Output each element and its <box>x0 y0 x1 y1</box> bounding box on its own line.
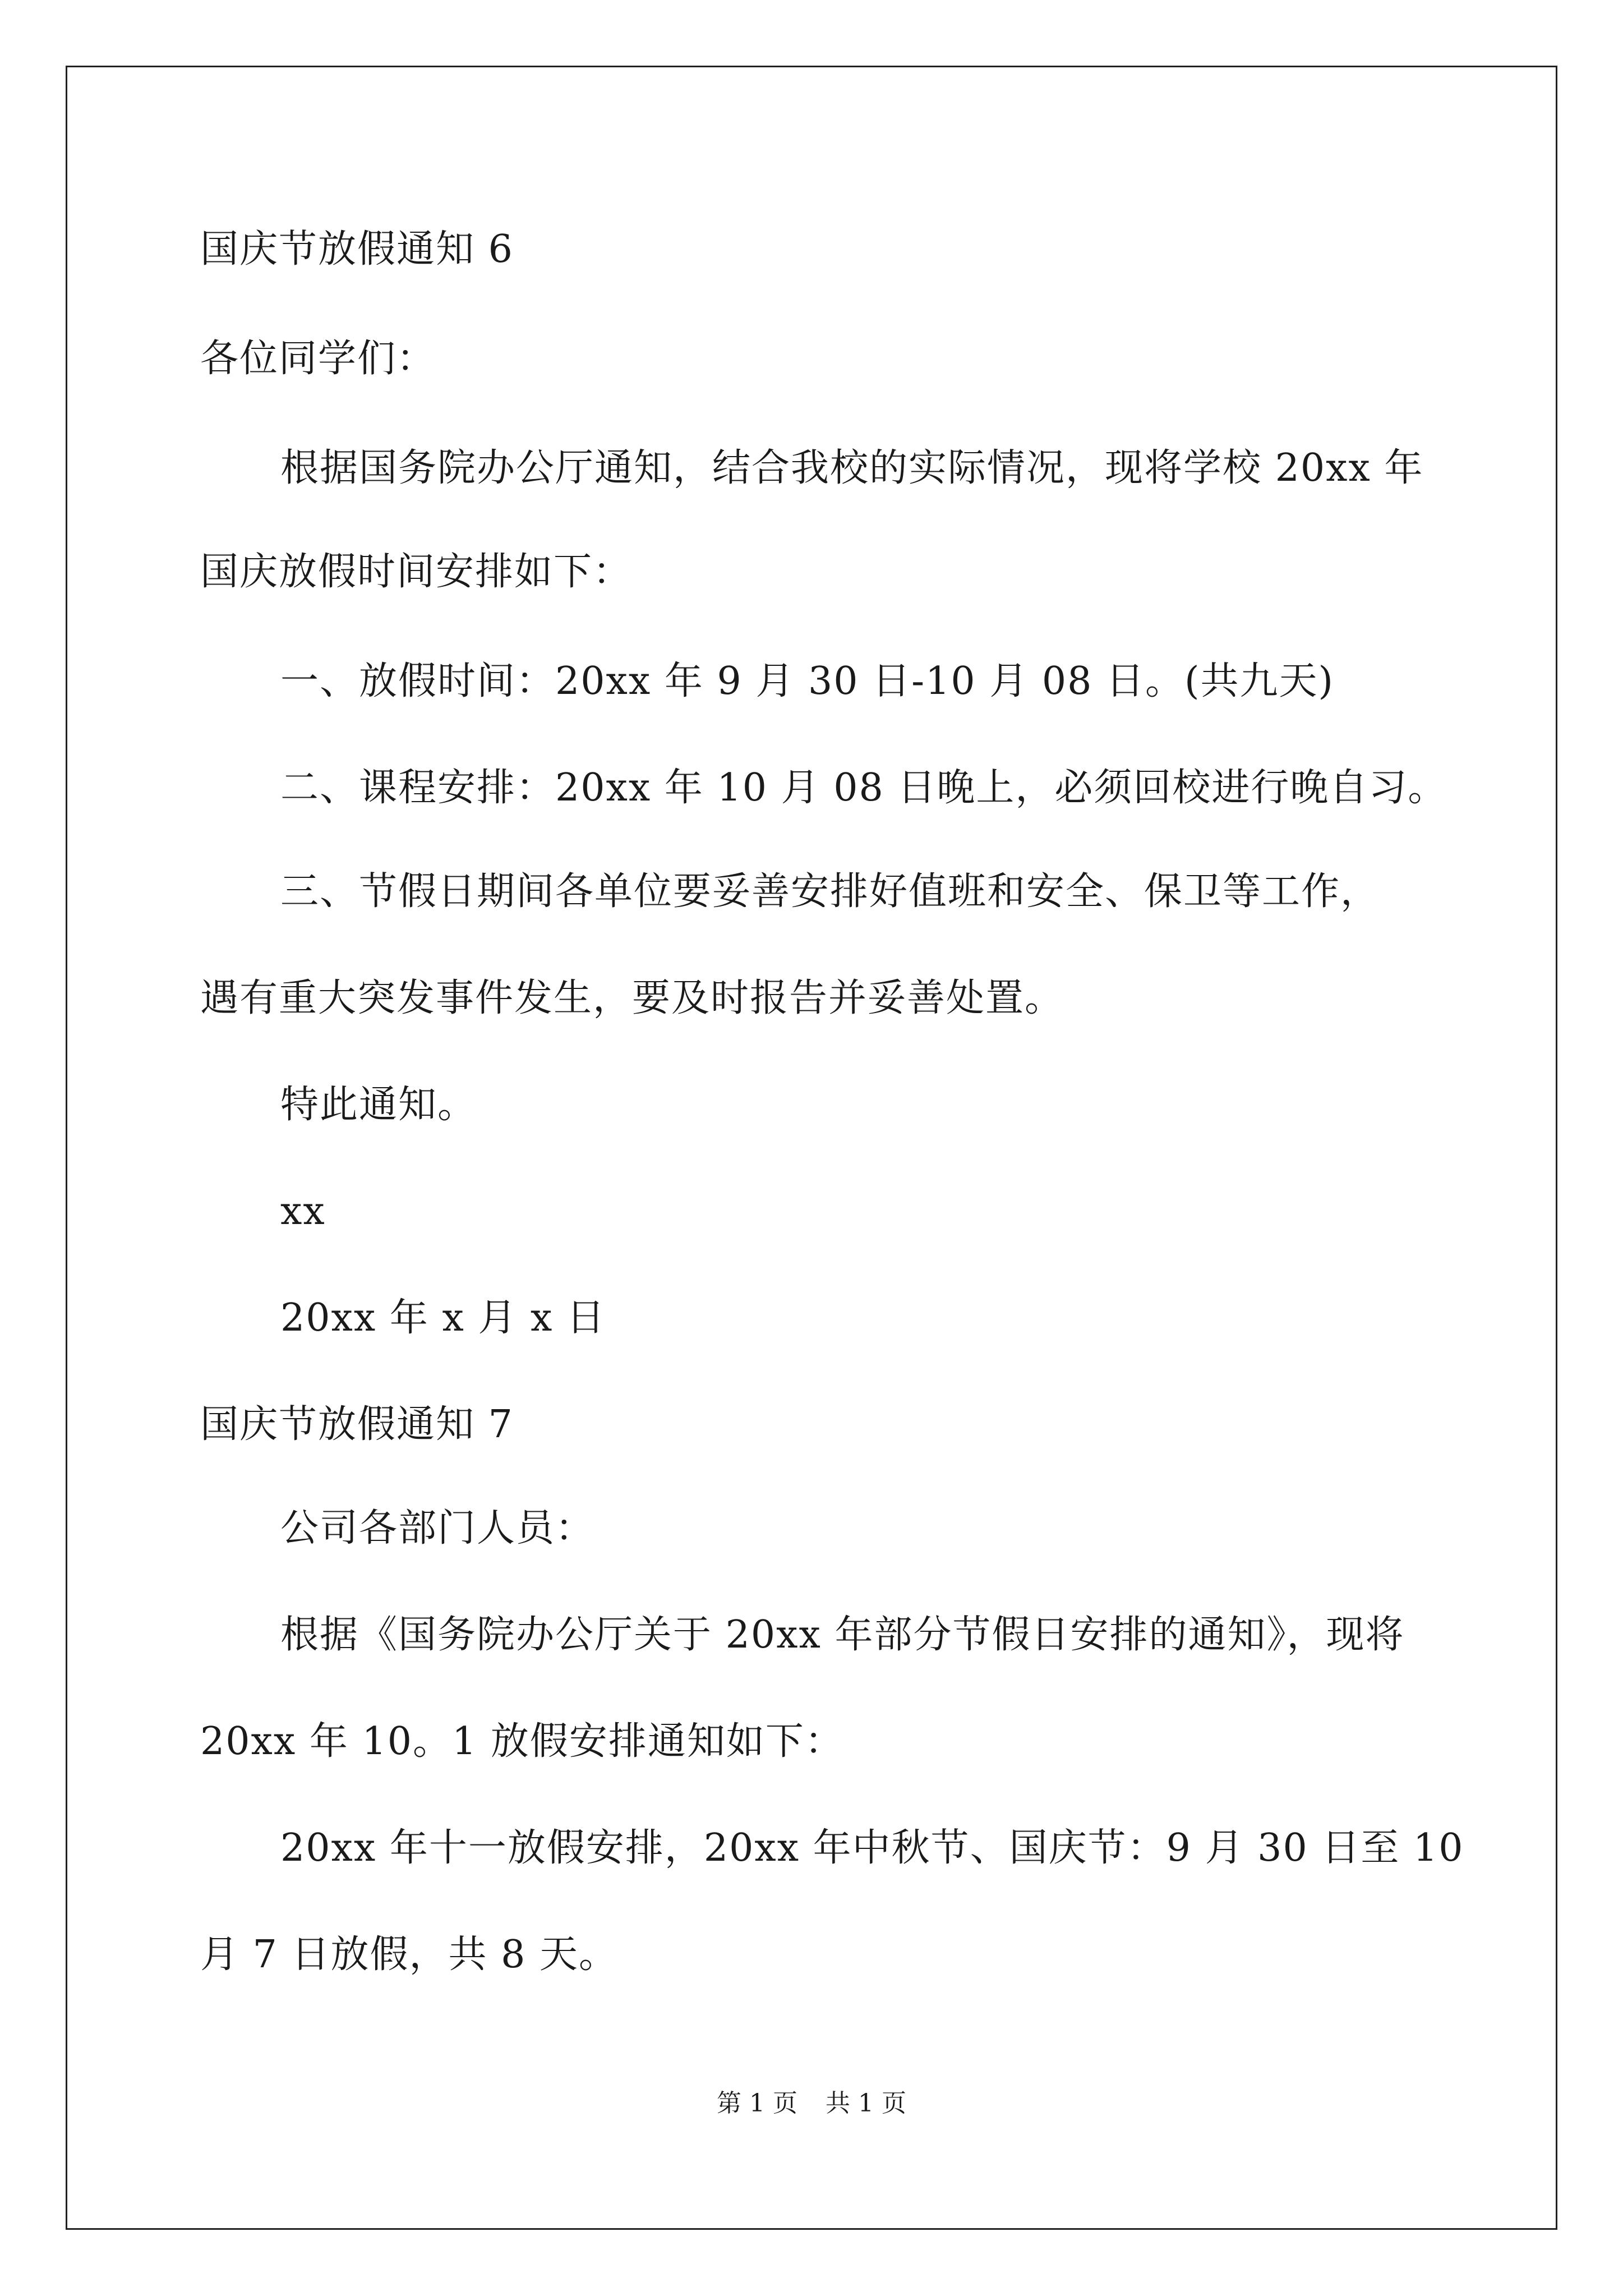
paragraph-line: 20xx 年 10。1 放假安排通知如下： <box>200 1719 844 1764</box>
signature-line: xx <box>280 1189 326 1234</box>
section-title-6: 国庆节放假通知 6 <box>200 227 514 272</box>
date-line: 20xx 年 x 月 x 日 <box>280 1296 606 1340</box>
paragraph-line: 根据国务院办公厅通知，结合我校的实际情况，现将学校 20xx 年 <box>280 446 1424 490</box>
paragraph-line: 根据《国务院办公厅关于 20xx 年部分节假日安排的通知》，现将 <box>280 1613 1405 1657</box>
paragraph-line: 月 7 日放假，共 8 天。 <box>200 1932 618 1977</box>
closing-line: 特此通知。 <box>280 1083 477 1127</box>
page-footer <box>0 2087 1623 2120</box>
page-number-total: 共 1 页 <box>826 2089 906 2118</box>
paragraph-line: 三、节假日期间各单位要妥善安排好值班和安全、保卫等工作， <box>280 869 1380 914</box>
paragraph-line: 国庆放假时间安排如下： <box>200 550 633 594</box>
paragraph-line: 遇有重大突发事件发生，要及时报告并妥善处置。 <box>200 976 1064 1020</box>
page-border <box>66 66 1557 2230</box>
page-number-current: 第 1 页 <box>717 2089 797 2118</box>
paragraph-line: 一、放假时间：20xx 年 9 月 30 日-10 月 08 日。(共九天) <box>280 659 1335 703</box>
salutation: 公司各部门人员： <box>280 1506 595 1550</box>
paragraph-line: 20xx 年十一放假安排，20xx 年中秋节、国庆节：9 月 30 日至 10 <box>280 1826 1464 1870</box>
salutation: 各位同学们： <box>200 337 436 381</box>
section-title-7: 国庆节放假通知 7 <box>200 1402 514 1447</box>
paragraph-line: 二、课程安排：20xx 年 10 月 08 日晚上，必须回校进行晚自习。 <box>280 766 1447 810</box>
